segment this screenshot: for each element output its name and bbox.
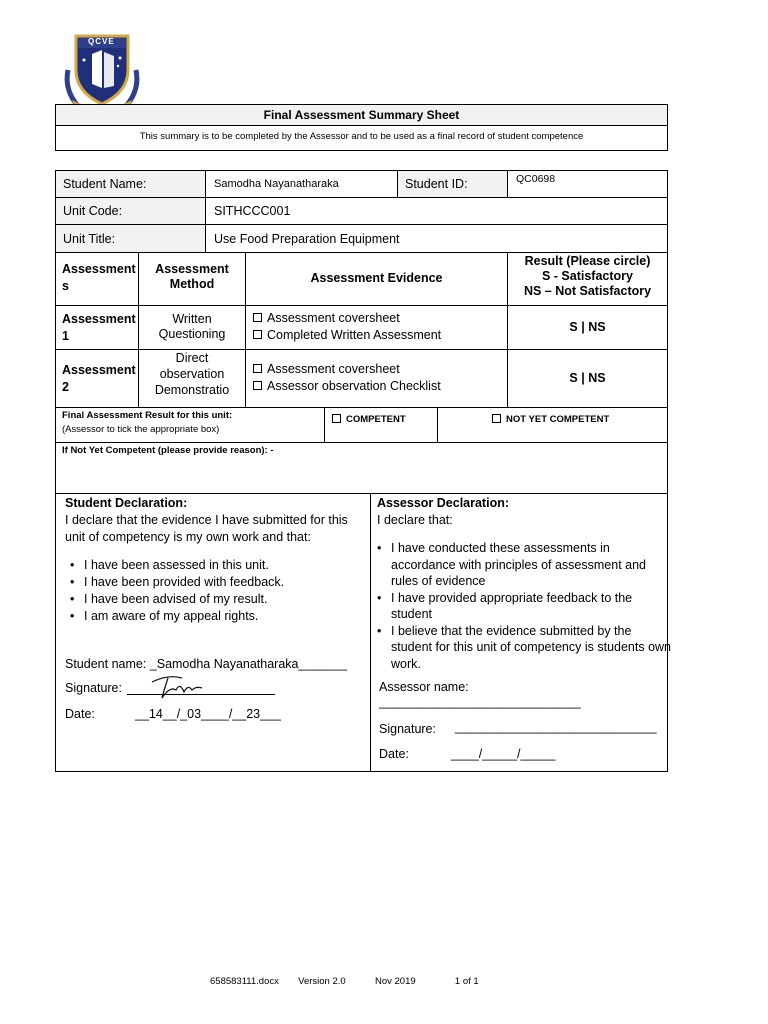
unit-title-label-cell bbox=[55, 224, 206, 253]
list-item: • I have conducted these assessments in accordance with principles of assessment and rules of evidence bbox=[391, 540, 671, 590]
col-method-header bbox=[138, 252, 246, 306]
checkbox-icon[interactable] bbox=[253, 313, 262, 322]
row2-evidence-1: Assessment coversheet bbox=[253, 362, 400, 376]
checkbox-icon[interactable] bbox=[253, 330, 262, 339]
row2-method-1: Direct bbox=[175, 351, 209, 365]
final-result-label-cell bbox=[55, 407, 325, 443]
col-result-header bbox=[507, 252, 668, 306]
col-method-text-1: Assessment bbox=[155, 262, 229, 276]
col-assessments-text-1: Assessment bbox=[62, 262, 136, 276]
row1-evidence-2: Completed Written Assessment bbox=[253, 328, 441, 342]
student-name-value: Samodha Nayanatharaka bbox=[214, 178, 339, 190]
col-assessments-header bbox=[55, 252, 139, 306]
list-item: • I have been advised of my result. bbox=[84, 591, 284, 608]
student-id-label: Student ID: bbox=[405, 177, 468, 191]
assessor-name-label: Assessor name: bbox=[379, 680, 469, 694]
row2-evidence-2: Assessor observation Checklist bbox=[253, 379, 441, 393]
student-name-label-cell bbox=[55, 170, 206, 198]
row2-method-2: observation bbox=[159, 367, 225, 381]
student-date-value: __14__/_03____/__23___ bbox=[135, 707, 281, 721]
student-name-line: Student name: _Samodha Nayanatharaka_______ bbox=[65, 657, 348, 671]
student-date-label: Date: bbox=[65, 707, 95, 721]
final-result-label-1: Final Assessment Result for this unit: bbox=[62, 410, 233, 421]
unit-code-label-cell bbox=[55, 197, 206, 225]
row2-result[interactable]: S | NS bbox=[569, 371, 606, 385]
row1-evidence-cell bbox=[245, 305, 508, 350]
sheet-subtitle: This summary is to be completed by the Assessor and to be used as a final record of student competence bbox=[139, 131, 584, 142]
row1-method-cell bbox=[138, 305, 246, 350]
assessor-declaration-heading: Assessor Declaration: bbox=[377, 496, 510, 510]
row1-evidence-1: Assessment coversheet bbox=[253, 311, 400, 325]
list-item: • I have provided appropriate feedback to the student bbox=[391, 590, 671, 623]
assessor-declaration-list bbox=[375, 540, 671, 672]
col-evidence-text: Assessment Evidence bbox=[310, 271, 443, 285]
assessor-declaration bbox=[370, 493, 672, 772]
checkbox-icon[interactable] bbox=[492, 414, 501, 423]
col-evidence-header bbox=[245, 252, 508, 306]
row1-assessment-2: 1 bbox=[62, 329, 69, 343]
unit-code-value: SITHCCC001 bbox=[214, 204, 291, 218]
row1-assessment-1: Assessment bbox=[62, 312, 136, 326]
col-result-text-1: Result (Please circle) bbox=[524, 254, 651, 268]
row2-evidence-cell bbox=[245, 349, 508, 408]
unit-code-label: Unit Code: bbox=[63, 204, 123, 218]
list-item: • I have been assessed in this unit. bbox=[84, 557, 284, 574]
competent-option[interactable]: COMPETENT bbox=[332, 414, 406, 425]
row2-method-3: Demonstratio bbox=[154, 383, 230, 397]
list-item: • I have been provided with feedback. bbox=[84, 574, 284, 591]
unit-code-cell bbox=[205, 197, 668, 225]
student-declaration-intro-2: unit of competency is my own work and that: bbox=[65, 530, 311, 544]
footer-version: Version 2.0 bbox=[298, 976, 346, 987]
assessor-signature-line: _____________________________ bbox=[455, 720, 657, 734]
assessor-declaration-intro: I declare that: bbox=[377, 513, 453, 527]
sheet-title: Final Assessment Summary Sheet bbox=[56, 105, 667, 126]
student-id-label-cell bbox=[397, 170, 508, 198]
assessor-date-value: ____/_____/_____ bbox=[451, 747, 556, 761]
footer-file: 658583111.docx bbox=[210, 976, 279, 987]
row1-result-cell bbox=[507, 305, 668, 350]
student-id-cell bbox=[507, 170, 668, 198]
row1-method-2: Questioning bbox=[158, 327, 226, 341]
competent-cell bbox=[324, 407, 438, 443]
checkbox-icon[interactable] bbox=[253, 381, 262, 390]
not-yet-competent-cell bbox=[437, 407, 668, 443]
student-name-cell bbox=[205, 170, 398, 198]
row2-assessment-2: 2 bbox=[62, 380, 69, 394]
checkbox-icon[interactable] bbox=[332, 414, 341, 423]
student-declaration bbox=[55, 493, 371, 772]
handwritten-signature bbox=[148, 672, 206, 702]
student-declaration-intro-1: I declare that the evidence I have submitted for this bbox=[65, 513, 348, 527]
unit-title-label: Unit Title: bbox=[63, 232, 116, 246]
footer-page: 1 of 1 bbox=[454, 976, 479, 987]
row1-result[interactable]: S | NS bbox=[569, 320, 606, 334]
row2-result-cell bbox=[507, 349, 668, 408]
not-yet-competent-option[interactable]: NOT YET COMPETENT bbox=[492, 414, 609, 425]
student-id-value: QC0698 bbox=[516, 173, 556, 185]
footer-date: Nov 2019 bbox=[374, 976, 416, 987]
row2-method-cell bbox=[138, 349, 246, 408]
table-row bbox=[55, 349, 139, 408]
col-result-text-3: NS – Not Satisfactory bbox=[523, 284, 652, 298]
col-method-text-2: Method bbox=[169, 277, 215, 291]
col-assessments-text-2: s bbox=[62, 279, 69, 293]
row1-method-1: Written bbox=[172, 312, 212, 326]
assessor-name-line: _____________________________ bbox=[379, 695, 581, 709]
reason-label: If Not Yet Competent (please provide reason): - bbox=[62, 445, 274, 456]
list-item: • I believe that the evidence submitted by the student for this unit of competency is students own work. bbox=[391, 623, 671, 673]
list-item: • I am aware of my appeal rights. bbox=[84, 608, 284, 625]
checkbox-icon[interactable] bbox=[253, 364, 262, 373]
reason-cell bbox=[55, 442, 668, 494]
student-signature-line: Signature: bbox=[65, 681, 122, 695]
final-result-label-2: (Assessor to tick the appropriate box) bbox=[62, 424, 220, 435]
student-declaration-list bbox=[66, 557, 284, 625]
summary-header bbox=[55, 104, 668, 151]
unit-title-cell bbox=[205, 224, 668, 253]
col-result-text-2: S - Satisfactory bbox=[541, 269, 633, 283]
footer bbox=[210, 976, 510, 987]
table-row bbox=[55, 305, 139, 350]
unit-title-value: Use Food Preparation Equipment bbox=[214, 232, 400, 246]
student-declaration-heading: Student Declaration: bbox=[65, 496, 188, 510]
logo-text: QCVE bbox=[88, 37, 115, 46]
assessor-date-label: Date: bbox=[379, 747, 409, 761]
assessor-signature-label: Signature: bbox=[379, 722, 436, 736]
row2-assessment-1: Assessment bbox=[62, 363, 136, 377]
student-name-label: Student Name: bbox=[63, 177, 147, 191]
